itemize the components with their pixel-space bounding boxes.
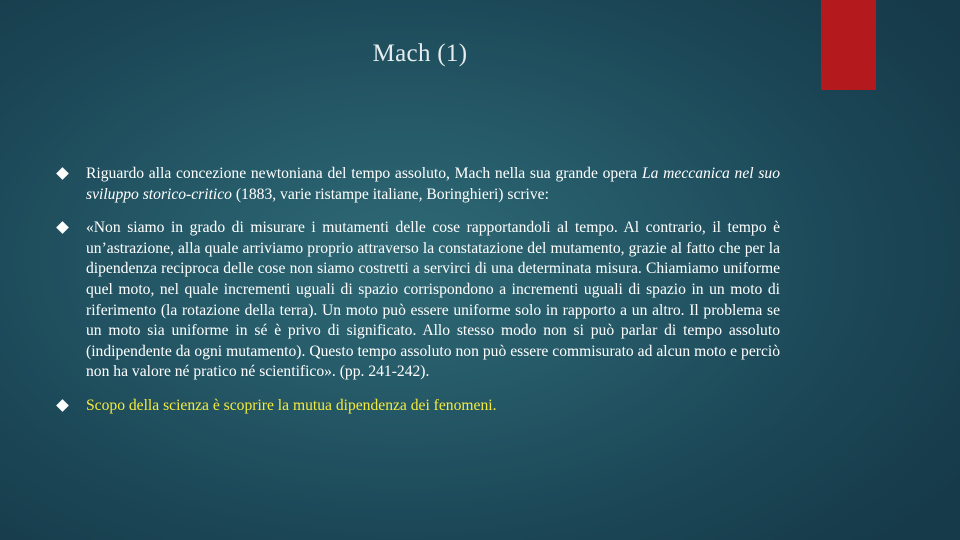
slide-title: Mach (1) bbox=[372, 40, 468, 67]
bullet-item-mach-intro bbox=[58, 164, 780, 205]
bullet-list bbox=[58, 164, 780, 417]
book-title: La meccanica nel suo sviluppo storico-critico bbox=[86, 165, 780, 203]
diamond-bullet-icon bbox=[56, 167, 69, 180]
bullet-text-after: (1883, varie ristampe italiane, Boringhieri) scrive: bbox=[231, 185, 549, 203]
quote-text: «Non siamo in grado di misurare i mutamenti delle cose rapportandoli al tempo. Al contrario, il tempo è un’astrazione, alla quale arriviamo proprio attraverso la constatazione del mutamento, grazie al fatto che per la dipendenza reciproca delle cose non siamo costretti a servirci di una determinata misura. Chiamiamo uniforme quel moto, nel quale incrementi uguali di spazio corrispondono a incrementi uguali di spazio in un moto di riferimento (la rotazione della terra). Un moto può essere uniforme solo in rapporto a un altro. Il problema se un moto sia uniforme in sé è privo di significato. Allo stesso modo non si può parlar di tempo assoluto (indipendente da ogni mutamento). Questo tempo assoluto non può essere commisurato ad alcun moto e perciò non ha valore né pratico né scientifico». (pp. 241-242). bbox=[86, 219, 780, 381]
bullet-item-science-goal bbox=[58, 396, 780, 417]
bullet-item-quote bbox=[58, 218, 780, 383]
highlight-text: Scopo della scienza è scoprire la mutua dipendenza dei fenomeni. bbox=[86, 396, 497, 414]
bullet-text-before: Riguardo alla concezione newtoniana del tempo assoluto, Mach nella sua grande opera bbox=[86, 165, 642, 182]
diamond-bullet-icon bbox=[56, 399, 69, 412]
diamond-bullet-icon bbox=[56, 221, 69, 234]
